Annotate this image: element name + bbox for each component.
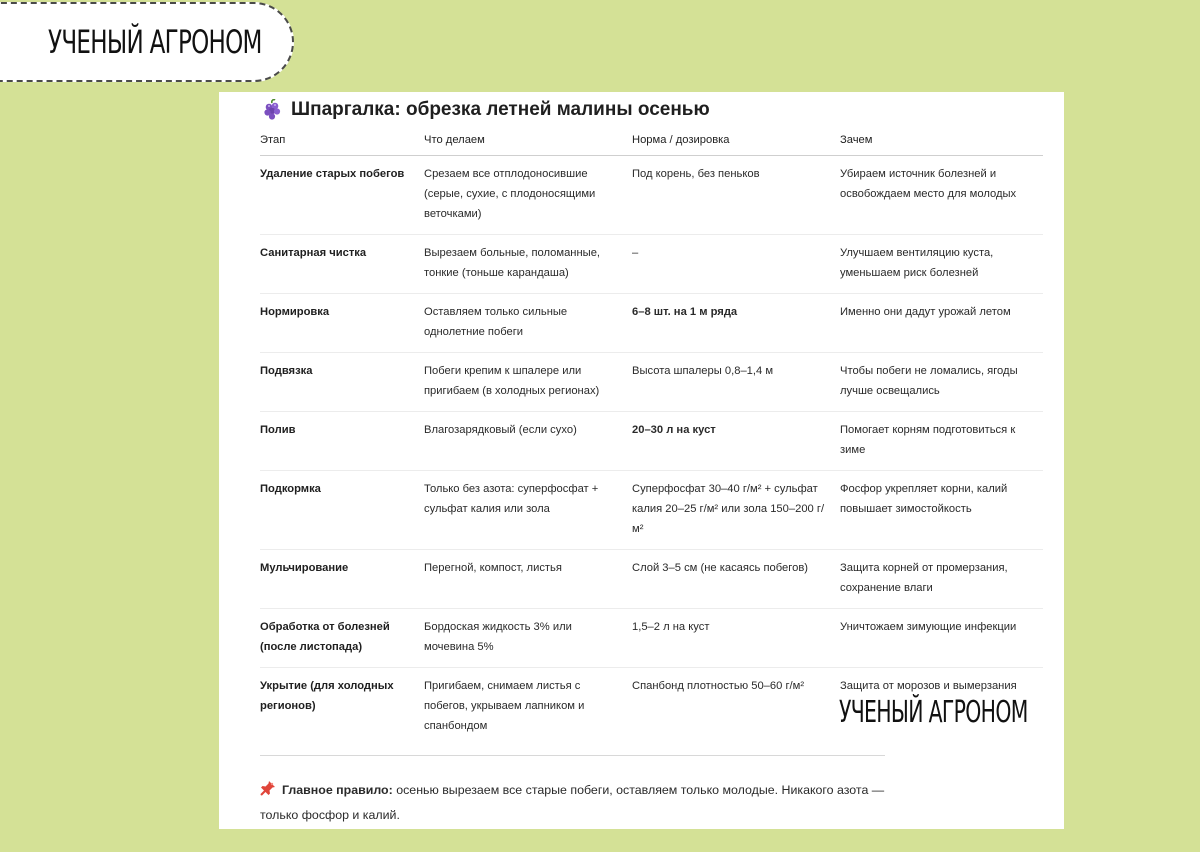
table-row xyxy=(260,353,1043,412)
table-row xyxy=(260,609,1043,668)
header-what: Что делаем xyxy=(424,130,632,156)
cell-why: Уничтожаем зимующие инфекции xyxy=(840,609,1043,668)
cell-stage: Мульчирование xyxy=(260,550,424,609)
brand-tag-text: УЧЕНЫЙ АГРОНОМ xyxy=(48,23,262,61)
divider xyxy=(260,755,885,756)
cell-stage: Укрытие (для холодных регионов) xyxy=(260,680,394,712)
title-row xyxy=(263,99,710,121)
pushpin-icon xyxy=(260,780,276,804)
cell-what: Вырезаем больные, поломанные, тонкие (тоньше карандаша) xyxy=(424,235,632,294)
cheat-sheet-card xyxy=(219,92,1064,829)
brand-watermark: УЧЕНЫЙ АГРОНОМ xyxy=(839,695,1028,730)
cell-what: Бордоская жидкость 3% или мочевина 5% xyxy=(424,609,632,668)
cell-why: Убираем источник болезней и освобождаем место для молодых xyxy=(840,156,1043,235)
cell-what: Перегной, компост, листья xyxy=(424,550,632,609)
cell-stage: Удаление старых побегов xyxy=(260,156,424,235)
cell-stage: Подкормка xyxy=(260,471,424,550)
cell-dose: 20–30 л на куст xyxy=(632,412,840,471)
cell-what: Пригибаем, снимаем листья с побегов, укрываем лапником и спанбондом xyxy=(424,680,585,732)
cell-stage: Обработка от болезней (после листопада) xyxy=(260,609,424,668)
cell-why: Чтобы побеги не ломались, ягоды лучше освещались xyxy=(840,353,1043,412)
cell-dose: Спанбонд плотностью 50–60 г/м² xyxy=(632,680,805,692)
cheat-sheet-table xyxy=(260,130,1043,746)
cell-stage: Санитарная чистка xyxy=(260,235,424,294)
cell-stage: Полив xyxy=(260,412,424,471)
cell-dose: Под корень, без пеньков xyxy=(632,156,840,235)
table-row xyxy=(260,471,1043,550)
cell-dose: – xyxy=(632,235,840,294)
cell-why: Защита корней от промерзания, сохранение влаги xyxy=(840,550,1043,609)
cell-what: Побеги крепим к шпалере или пригибаем (в холодных регионах) xyxy=(424,353,632,412)
cell-stage: Нормировка xyxy=(260,294,424,353)
cell-stage: Подвязка xyxy=(260,353,424,412)
rule-label: Главное правило: xyxy=(282,783,393,797)
cell-dose: Высота шпалеры 0,8–1,4 м xyxy=(632,353,840,412)
table-row xyxy=(260,294,1043,353)
cell-dose: Суперфосфат 30–40 г/м² + сульфат калия 20–25 г/м² или зола 150–200 г/м² xyxy=(632,471,840,550)
cell-what: Срезаем все отплодоносившие (серые, сухие, с плодоносящими веточками) xyxy=(424,156,632,235)
header-stage: Этап xyxy=(260,130,424,156)
brand-tag xyxy=(0,2,294,82)
cell-dose: 1,5–2 л на куст xyxy=(632,609,840,668)
main-rule xyxy=(260,779,890,827)
cell-dose: 6–8 шт. на 1 м ряда xyxy=(632,294,840,353)
cell-why: Улучшаем вентиляцию куста, уменьшаем риск болезней xyxy=(840,235,1043,294)
cell-what: Оставляем только сильные однолетние побеги xyxy=(424,294,632,353)
page-title: Шпаргалка: обрезка летней малины осенью xyxy=(291,99,710,120)
cell-what: Только без азота: суперфосфат + сульфат калия или зола xyxy=(424,471,632,550)
cell-what: Влагозарядковый (если сухо) xyxy=(424,412,632,471)
header-dose: Норма / дозировка xyxy=(632,130,840,156)
cell-why: Фосфор укрепляет корни, калий повышает зимостойкость xyxy=(840,471,1043,550)
header-why: Зачем xyxy=(840,130,1043,156)
cell-why: Защита от морозов и вымерзания xyxy=(840,680,1017,692)
table-row xyxy=(260,412,1043,471)
table-row xyxy=(260,550,1043,609)
rule-text: осенью вырезаем все старые побеги, оставляем только молодые. Никакого азота — только фосфор и калий. xyxy=(260,783,885,822)
cell-dose: Слой 3–5 см (не касаясь побегов) xyxy=(632,550,840,609)
table-header-row xyxy=(260,130,1043,156)
raspberry-icon xyxy=(263,99,283,121)
table-row xyxy=(260,156,1043,235)
cell-why: Помогает корням подготовиться к зиме xyxy=(840,412,1043,471)
table-row xyxy=(260,235,1043,294)
cell-why: Именно они дадут урожай летом xyxy=(840,294,1043,353)
